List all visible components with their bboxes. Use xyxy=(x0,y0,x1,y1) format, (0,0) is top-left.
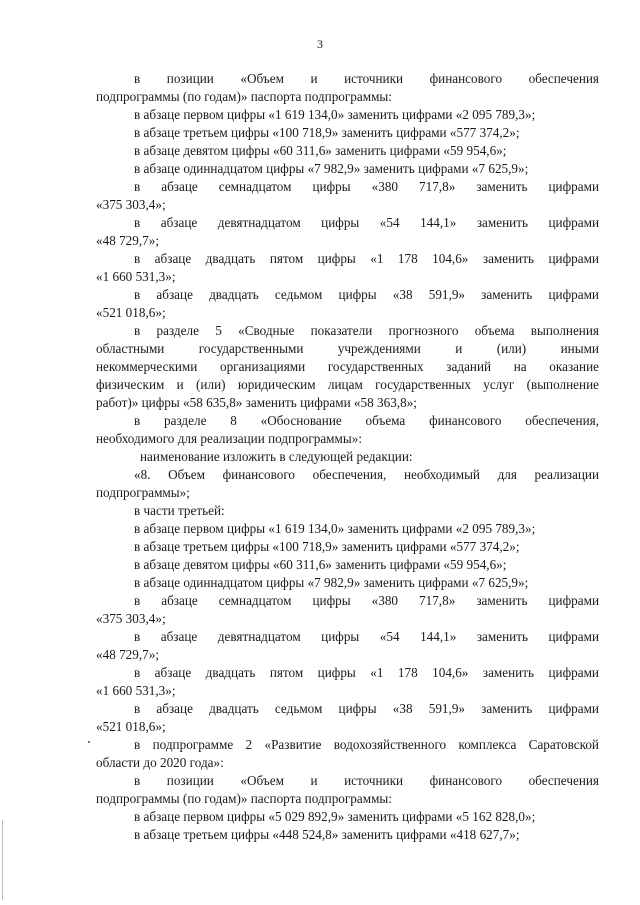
scan-edge-mark xyxy=(2,820,3,900)
text-line: «1 660 531,3»; xyxy=(96,683,176,698)
text-line: в абзаце двадцать пятом цифры «1 178 104,6» заменить цифрами xyxy=(134,251,599,266)
text-line: наименование изложить в следующей редакции: xyxy=(140,449,413,464)
text-line: «8. Объем финансового обеспечения, необходимый для реализации xyxy=(134,467,599,482)
text-line: в абзаце девятом цифры «60 311,6» заменить цифрами «59 954,6»; xyxy=(134,143,507,158)
text-line: в абзаце двадцать пятом цифры «1 178 104,6» заменить цифрами xyxy=(134,665,599,680)
text-line: подпрограммы»; xyxy=(96,485,190,500)
text-line: в абзаце третьем цифры «448 524,8» заменить цифрами «418 627,7»; xyxy=(134,827,520,842)
text-line: подпрограммы (по годам)» паспорта подпрограммы: xyxy=(96,89,392,104)
page-number: 3 xyxy=(317,37,323,51)
text-line: «375 303,4»; xyxy=(96,611,166,626)
text-line: в абзаце одиннадцатом цифры «7 982,9» заменить цифрами «7 625,9»; xyxy=(134,575,529,590)
text-line: «375 303,4»; xyxy=(96,197,166,212)
text-line: в абзаце семнадцатом цифры «380 717,8» заменить цифрами xyxy=(134,179,599,194)
text-line: в разделе 5 «Сводные показатели прогнозного объема выполнения xyxy=(134,323,599,338)
text-line: в абзаце девятом цифры «60 311,6» заменить цифрами «59 954,6»; xyxy=(134,557,507,572)
text-line: в абзаце третьем цифры «100 718,9» заменить цифрами «577 374,2»; xyxy=(134,125,520,140)
text-line: в части третьей: xyxy=(134,503,225,518)
text-line: в абзаце девятнадцатом цифры «54 144,1» заменить цифрами xyxy=(134,215,599,230)
text-line: в абзаце одиннадцатом цифры «7 982,9» заменить цифрами «7 625,9»; xyxy=(134,161,529,176)
text-line: «521 018,6»; xyxy=(96,305,166,320)
text-line: в позиции «Объем и источники финансового обеспечения xyxy=(134,773,599,788)
text-line: в подпрограмме 2 «Развитие водохозяйственного комплекса Саратовской xyxy=(134,737,599,752)
text-line: в абзаце первом цифры «1 619 134,0» заменить цифрами «2 095 789,3»; xyxy=(134,107,536,122)
text-line: в абзаце третьем цифры «100 718,9» заменить цифрами «577 374,2»; xyxy=(134,539,520,554)
text-line: в абзаце первом цифры «1 619 134,0» заменить цифрами «2 095 789,3»; xyxy=(134,521,536,536)
text-line: физическим и (или) юридическим лицам государственных услуг (выполнение xyxy=(96,377,599,392)
text-line: подпрограммы (по годам)» паспорта подпрограммы: xyxy=(96,791,392,806)
text-line: в абзаце первом цифры «5 029 892,9» заменить цифрами «5 162 828,0»; xyxy=(134,809,536,824)
text-line: «48 729,7»; xyxy=(96,647,160,662)
text-line: в абзаце девятнадцатом цифры «54 144,1» заменить цифрами xyxy=(134,629,599,644)
text-line: области до 2020 года»: xyxy=(96,755,224,770)
text-line: в разделе 8 «Обоснование объема финансового обеспечения, xyxy=(134,413,599,428)
text-line: областными государственными учреждениями и (или) иными xyxy=(96,341,599,356)
text-line: в позиции «Объем и источники финансового обеспечения xyxy=(134,71,599,86)
text-line: в абзаце двадцать седьмом цифры «38 591,9» заменить цифрами xyxy=(134,701,599,716)
text-line: «1 660 531,3»; xyxy=(96,269,176,284)
text-line: в абзаце двадцать седьмом цифры «38 591,9» заменить цифрами xyxy=(134,287,599,302)
text-line: в абзаце семнадцатом цифры «380 717,8» заменить цифрами xyxy=(134,593,599,608)
text-line: «48 729,7»; xyxy=(96,233,160,248)
text-line: «521 018,6»; xyxy=(96,719,166,734)
text-line: некоммерческими организациями государственных заданий на оказание xyxy=(96,359,599,374)
text-line: работ)» цифры «58 635,8» заменить цифрами «58 363,8»; xyxy=(96,395,417,410)
text-line: необходимого для реализации подпрограммы»: xyxy=(96,431,362,446)
scan-speck xyxy=(88,741,90,743)
